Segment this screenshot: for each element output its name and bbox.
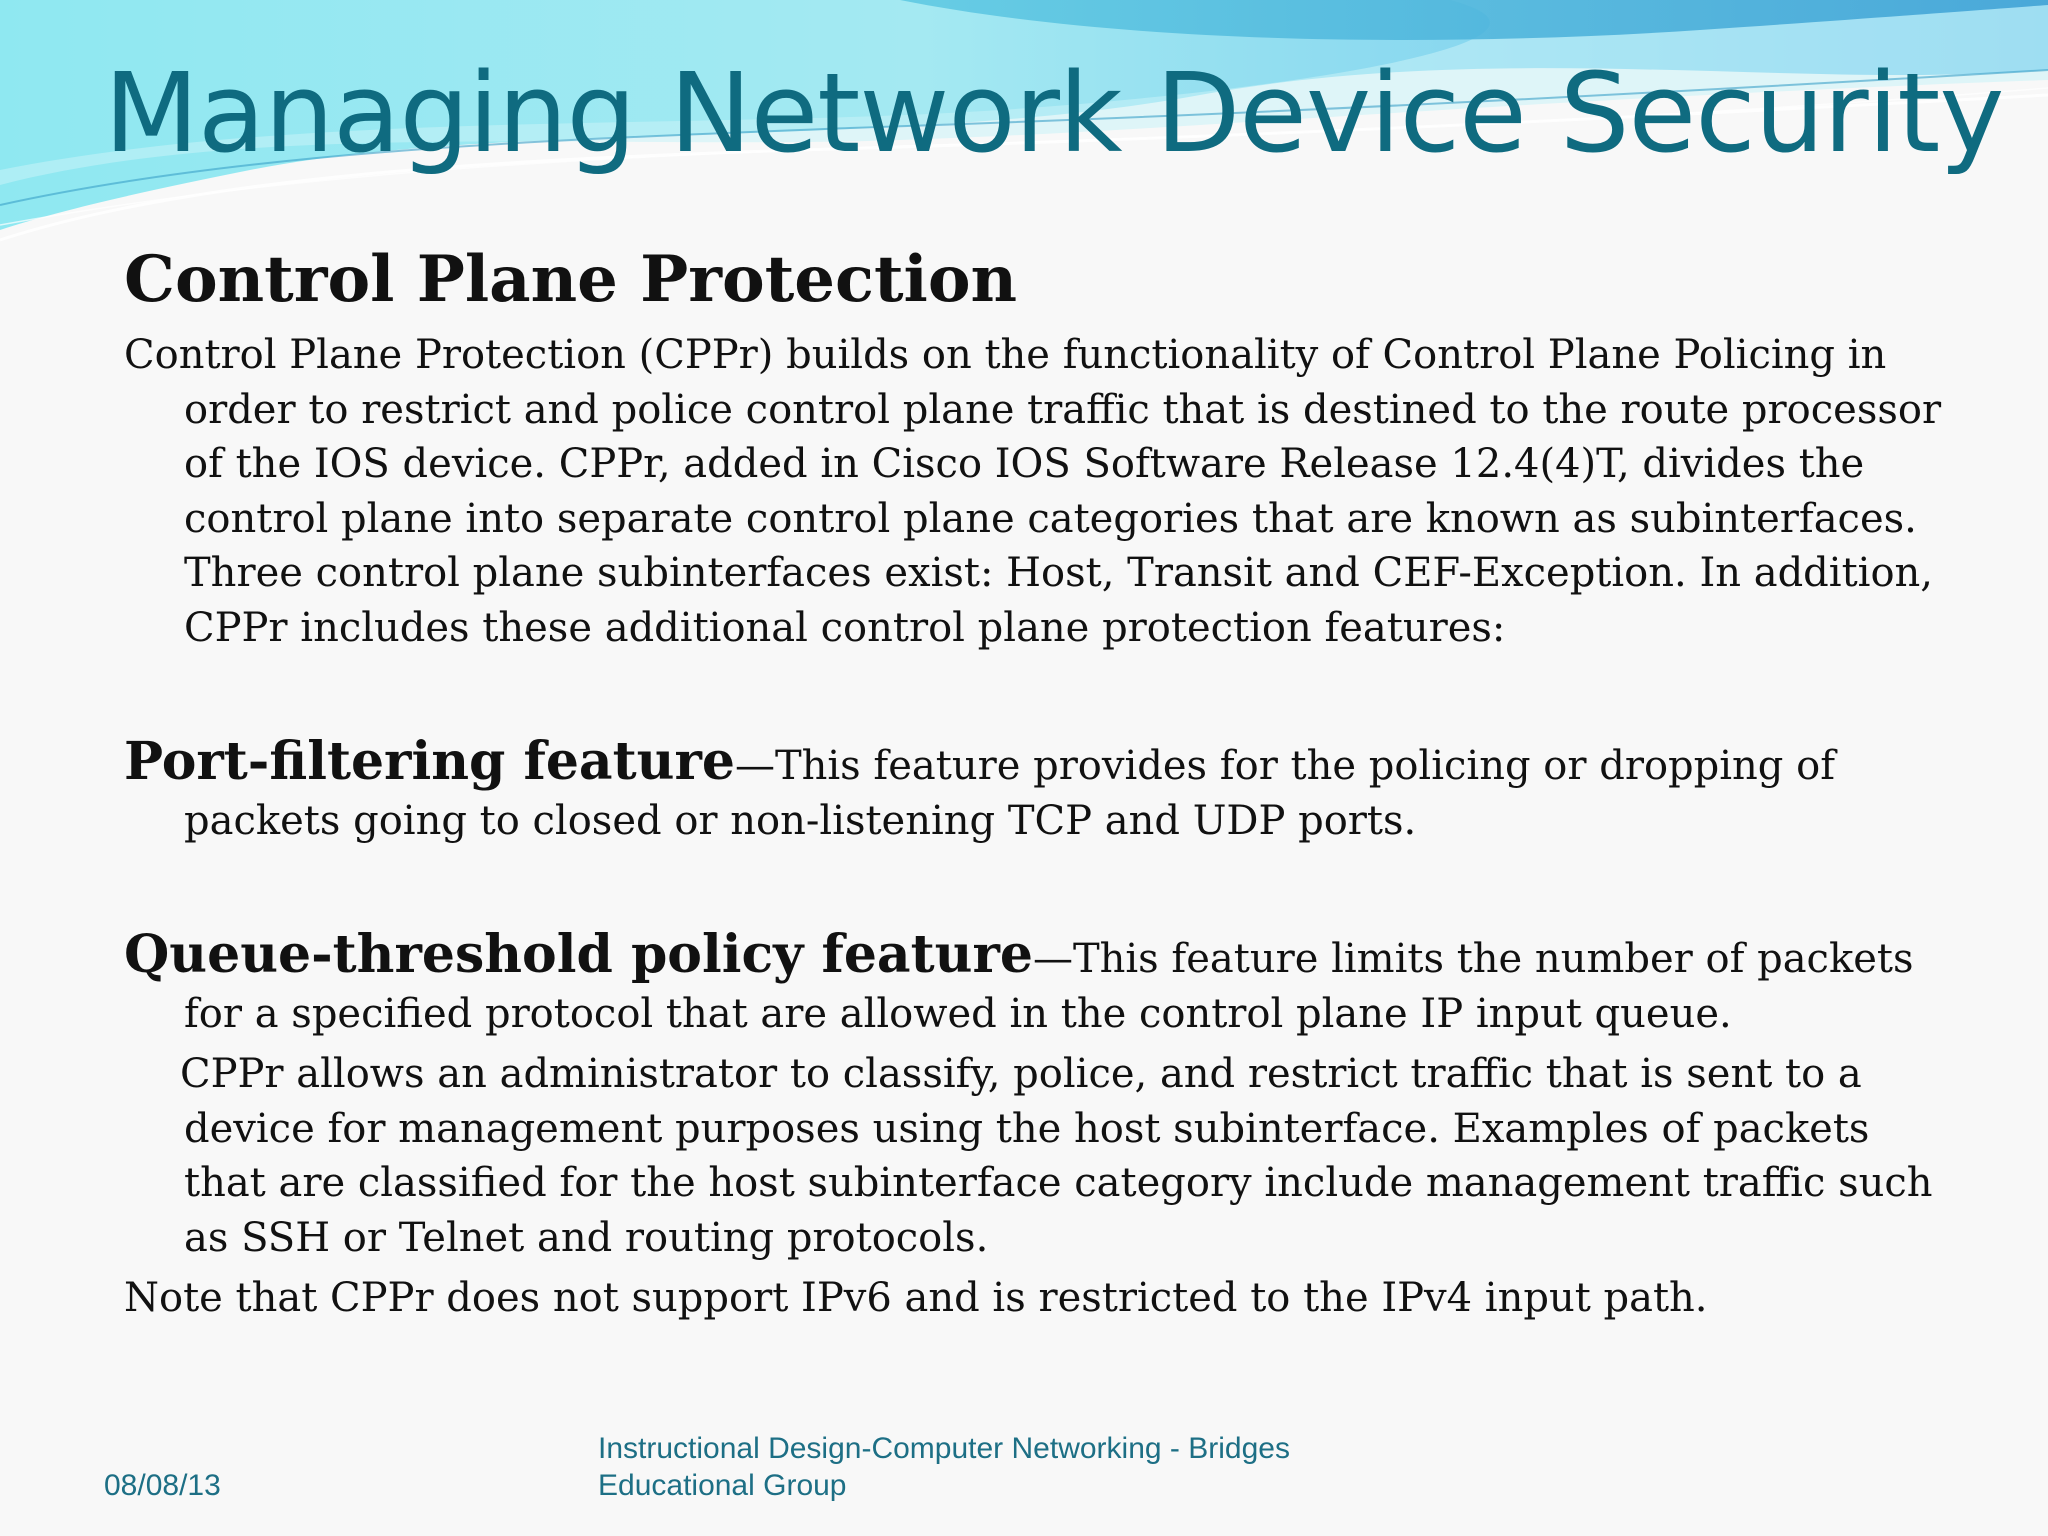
queue-threshold-paragraph (124, 924, 1954, 1041)
cppr-host-paragraph: CPPr allows an administrator to classify, police, and restrict traffic that is sent to a device for management purposes using the host subinterface. Examples of packets that are classified for the host subinterface category include management traffic such as SSH or Telnet and routing protocols. (180, 1051, 1933, 1261)
queue-threshold-lead: Queue-threshold policy feature (124, 924, 1033, 985)
queue-threshold-text: —This feature limits the number of packets for a specified protocol that are allowed in the control plane IP input queue. (184, 936, 1914, 1037)
slide-title: Managing Network Device Security (104, 49, 2004, 177)
footer-credit: Instructional Design-Computer Networking - Bridges Educational Group (598, 1432, 1290, 1502)
note-paragraph: Note that CPPr does not support IPv6 and is restricted to the IPv4 input path. (124, 1275, 1708, 1321)
section-heading: Control Plane Protection (124, 242, 1018, 317)
port-filtering-lead: Port-filtering feature (124, 731, 735, 792)
intro-paragraph: Control Plane Protection (CPPr) builds on the functionality of Control Plane Policing in order to restrict and police control plane traffic that is destined to the route processor of the IOS device. CPPr, added in Cisco IOS Software Release 12.4(4)T, divides the control plane into separate control plane categories that are known as subinterfaces. Three control plane subinterfaces exist: Host, Transit and CEF-Exception. In addition, CPPr includes these additional control plane protection features: (124, 332, 1942, 651)
port-filtering-text: —This feature provides for the policing or dropping of packets going to closed or non-listening TCP and UDP ports. (184, 743, 1835, 844)
port-filtering-paragraph (124, 731, 1954, 848)
footer-date: 08/08/13 (104, 1469, 221, 1502)
slide-content (124, 232, 1954, 1326)
